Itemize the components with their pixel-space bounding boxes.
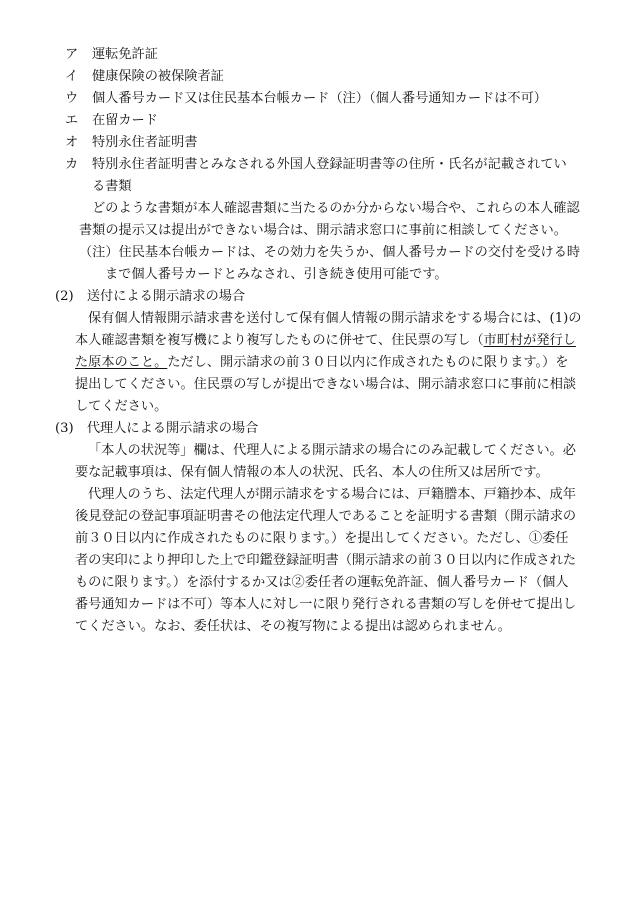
list-text: 健康保険の被保険者証 [92, 69, 224, 84]
list-item [65, 132, 585, 154]
list-item [65, 88, 585, 110]
paragraph-line: 後見登記の登記事項証明書その他法定代理人であることを証明する書類（開示請求の [75, 509, 577, 524]
paragraph-line: 要な記載事項は、保有個人情報の本人の状況、氏名、本人の住所又は居所です。 [75, 465, 549, 480]
list-text: 在留カード [92, 113, 158, 128]
section-heading: (3) 代理人による開示請求の場合 [55, 421, 259, 436]
list-marker: ウ [65, 91, 79, 106]
paragraph-line [75, 352, 585, 374]
note-line: （注）住民基本台帳カードは、その効力を失うか、個人番号カードの交付を受ける時 [79, 245, 581, 260]
paragraph-line: 保有個人情報開示請求書を送付して保有個人情報の開示請求をする場合には、(1)の [88, 311, 582, 326]
paragraph-line: 提出してください。住民票の写しが提出できない場合は、開示請求窓口に事前に相談 [75, 377, 577, 392]
list-text: 運転免許証 [92, 47, 158, 62]
note-line: まで個人番号カードとみなされ、引き続き使用可能です。 [105, 267, 448, 282]
paragraph-line: 者の実印により押印した上で印鑑登録証明書（開示請求の前３０日以内に作成された [75, 553, 577, 568]
list-marker: ア [65, 47, 79, 62]
list-item [65, 66, 585, 88]
paragraph-line: 番号通知カードは不可）等本人に対し一に限り発行される書類の写しを併せて提出し [75, 597, 577, 612]
list-text-continuation: る書類 [92, 179, 132, 194]
list-marker: イ [65, 69, 79, 84]
underlined-text: 市町村が発行し [483, 333, 576, 348]
list-item [65, 44, 585, 66]
paragraph-line: 「本人の状況等」欄は、代理人による開示請求の場合にのみ記載してください。必 [88, 443, 576, 458]
list-text: 特別永住者証明書 [92, 135, 198, 150]
list-text: 特別永住者証明書とみなされる外国人登録証明書等の住所・氏名が記載されてい [92, 157, 567, 172]
paragraph-line: 前３０日以内に作成されたものに限ります。）を提出してください。ただし、①委任 [75, 531, 569, 546]
list-marker: エ [65, 113, 79, 128]
paragraph-line [75, 330, 585, 352]
paragraph-line: 書類の提示又は提出ができない場合は、開示請求窓口に事前に相談してください。 [79, 223, 567, 238]
document-body [55, 44, 585, 638]
list-item [65, 154, 585, 176]
section-agent-request [55, 418, 585, 638]
list-marker: オ [65, 135, 79, 150]
underlined-text: た原本のこと。 [75, 355, 168, 370]
paragraph-line: てください。なお、委任状は、その複写物による提出は認められません。 [75, 619, 511, 634]
paragraph-line: ものに限ります。）を添付するか又は②委任者の運転免許証、個人番号カード（個人 [75, 575, 569, 590]
section-heading: (2) 送付による開示請求の場合 [55, 289, 246, 304]
paragraph-text: 本人確認書類を複写機により複写したものに併せて、住民票の写し（ [75, 333, 484, 348]
paragraph-line: してください。 [75, 399, 168, 414]
paragraph-line: 代理人のうち、法定代理人が開示請求をする場合には、戸籍謄本、戸籍抄本、成年 [88, 487, 576, 502]
list-text: 個人番号カード又は住民基本台帳カード（注）（個人番号通知カードは不可） [92, 91, 547, 106]
list-item [65, 110, 585, 132]
note-block [55, 242, 585, 286]
unknown-doc-paragraph [55, 198, 585, 242]
id-document-list [55, 44, 585, 198]
paragraph-text: ただし、開示請求の前３０日以内に作成されたものに限ります。）を [167, 355, 569, 370]
paragraph-line: どのような書類が本人確認書類に当たるのか分からない場合や、これらの本人確認 [92, 201, 580, 216]
list-marker: カ [65, 157, 79, 172]
section-mail-request [55, 286, 585, 418]
